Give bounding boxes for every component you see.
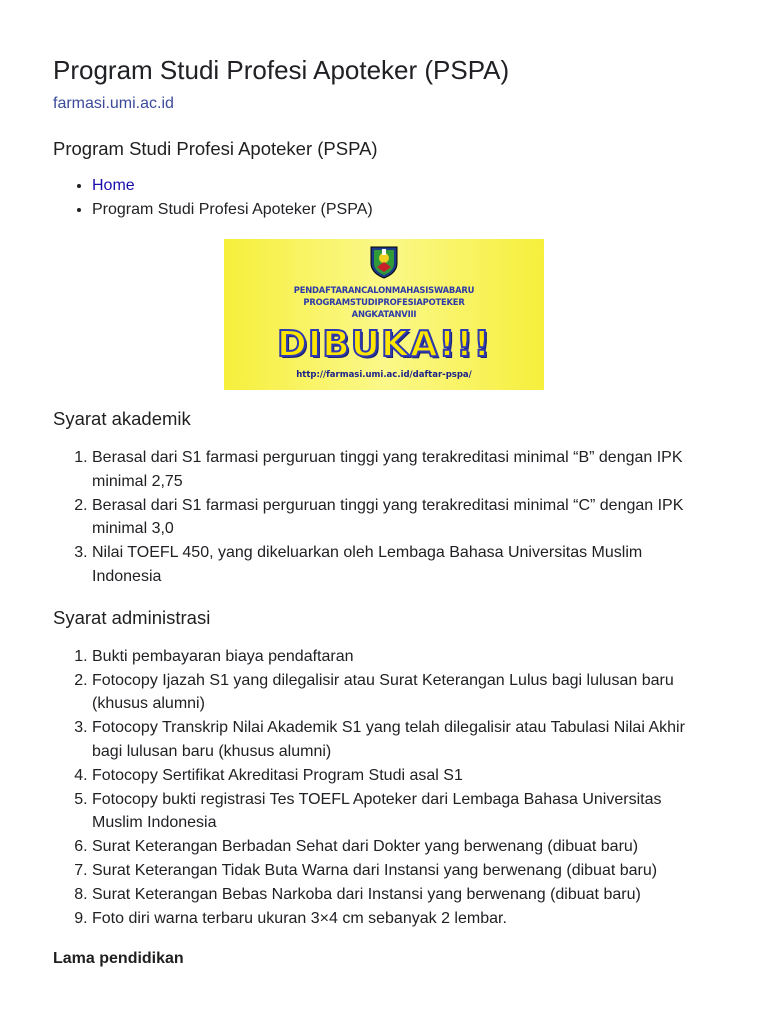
administrasi-list: [53, 645, 715, 931]
article-title: Program Studi Profesi Apoteker (PSPA): [53, 138, 378, 159]
list-item: 5. Fotocopy bukti registrasi Tes TOEFL Apoteker dari Lembaga Bahasa Universitas Muslim Indonesia: [92, 788, 715, 836]
list-item: 8. Surat Keterangan Bebas Narkoba dari Instansi yang berwenang (dibuat baru): [92, 883, 715, 907]
banner-line-3: ANGKATANVIII: [351, 309, 417, 319]
breadcrumb-item[interactable]: [92, 174, 715, 198]
list-item: 4. Fotocopy Sertifikat Akreditasi Program Studi asal S1: [92, 764, 715, 788]
registration-banner: [224, 239, 544, 390]
list-item: 7. Surat Keterangan Tidak Buta Warna dari Instansi yang berwenang (dibuat baru): [92, 859, 715, 883]
banner-line-1: PENDAFTARANCALONMAHASISWABARU: [293, 285, 475, 295]
university-crest-icon: [369, 245, 399, 279]
list-item: 3. Fotocopy Transkrip Nilai Akademik S1 yang telah dilegalisir atau Tabulasi Nilai Akhir bagi lulusan baru (khusus alumni): [92, 716, 715, 764]
breadcrumb-item: • Program Studi Profesi Apoteker (PSPA): [92, 198, 715, 222]
akademik-list: [53, 446, 715, 589]
breadcrumb: [53, 174, 715, 222]
section-heading-administrasi: Syarat administrasi: [53, 606, 211, 628]
list-item: 3. Nilai TOEFL 450, yang dikeluarkan oleh Lembaga Bahasa Universitas Muslim Indonesia: [92, 541, 715, 589]
list-item: 9. Foto diri warna terbaru ukuran 3×4 cm sebanyak 2 lembar.: [92, 907, 715, 931]
list-item: 1. Berasal dari S1 farmasi perguruan tinggi yang terakreditasi minimal “B” dengan IPK minimal 2,75: [92, 446, 715, 494]
banner-line-2: PROGRAMSTUDIPROFESIAPOTEKER: [303, 297, 465, 307]
list-item: 2. Berasal dari S1 farmasi perguruan tinggi yang terakreditasi minimal “C” dengan IPK minimal 3,0: [92, 494, 715, 542]
section-heading-lama: Lama pendidikan: [53, 950, 184, 968]
breadcrumb-home-link[interactable]: Home: [92, 177, 135, 194]
list-item: 6. Surat Keterangan Berbadan Sehat dari Dokter yang berwenang (dibuat baru): [92, 835, 715, 859]
source-link[interactable]: farmasi.umi.ac.id: [53, 95, 174, 112]
banner-headline: DIBUKA!!!: [277, 324, 491, 365]
banner-container: [53, 239, 715, 390]
section-heading-akademik: Syarat akademik: [53, 408, 191, 429]
list-item: 2. Fotocopy Ijazah S1 yang dilegalisir atau Surat Keterangan Lulus bagi lulusan baru (khusus alumni): [92, 669, 715, 717]
banner-url: http://farmasi.umi.ac.id/daftar-pspa/: [296, 370, 472, 380]
page-title: Program Studi Profesi Apoteker (PSPA): [53, 55, 510, 85]
list-item: 1. Bukti pembayaran biaya pendaftaran: [92, 645, 715, 669]
